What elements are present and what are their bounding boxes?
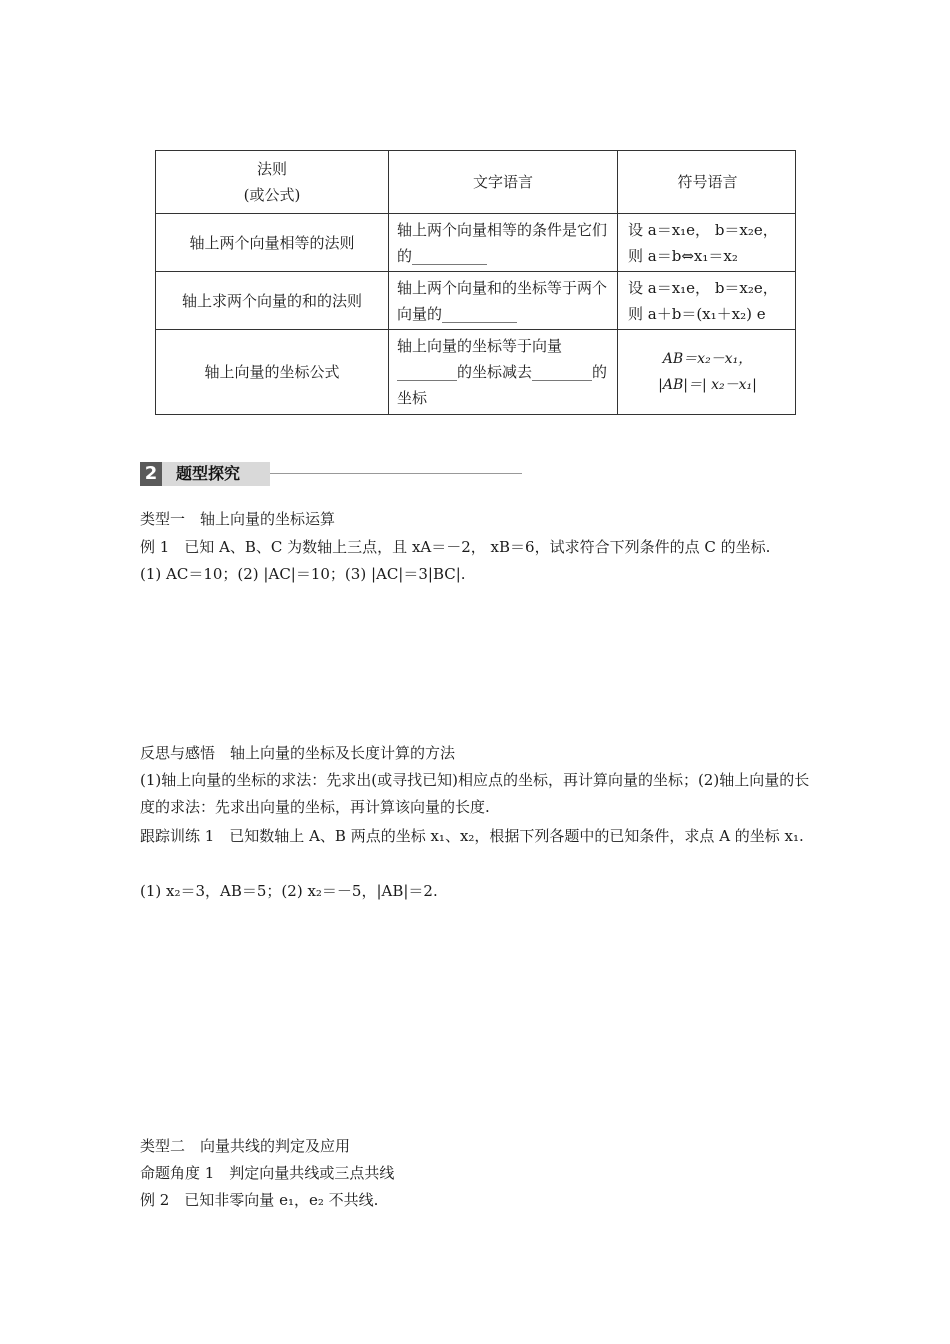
row3-rule: 轴上向量的坐标公式 (156, 330, 389, 415)
type1-heading: 类型一 轴上向量的坐标运算 (140, 510, 336, 528)
reflection-title: 反思与感悟 轴上向量的坐标及长度计算的方法 (140, 744, 456, 762)
training1-items: (1) x₂＝3，AB＝5；(2) x₂＝－5，|AB|＝2. (140, 882, 438, 900)
header-rule (156, 151, 389, 214)
header-rule-line1: 法则 (256, 160, 287, 178)
row2-rule: 轴上求两个向量的和的法则 (156, 272, 389, 330)
rules-table (155, 150, 796, 415)
row1-symbol (618, 214, 796, 272)
row2-symbol-line2: 则 a＋b＝(x₁＋x₂) e (628, 304, 766, 323)
row3-symbol-line2: |AB|＝| x₂－x₁| (658, 377, 757, 393)
row1-symbol-line2: 则 a＝b⇔x₁＝x₂ (628, 246, 738, 265)
row1-text: 轴上两个向量相等的条件是它们的__________ (389, 214, 618, 272)
section-title: 题型探究 (176, 464, 241, 483)
row1-rule: 轴上两个向量相等的法则 (156, 214, 389, 272)
row2-symbol-line1: 设 a＝x₁e， b＝x₂e， (628, 278, 778, 297)
row3-text: 轴上向量的坐标等于向量________的坐标减去________的坐标 (389, 330, 618, 415)
reflection-body: (1)轴上向量的坐标的求法：先求出(或寻找已知)相应点的坐标，再计算向量的坐标；(2)轴上向量的长度的求法：先求出向量的坐标，再计算该向量的长度. (140, 771, 810, 816)
row3-symbol-line1: AB＝x₂－x₁， (662, 351, 753, 367)
angle1-heading: 命题角度 1 判定向量共线或三点共线 (140, 1164, 395, 1182)
section-number: 2 (140, 462, 162, 486)
example2: 例 2 已知非零向量 e₁，e₂ 不共线. (140, 1191, 379, 1209)
type2-heading: 类型二 向量共线的判定及应用 (140, 1137, 351, 1155)
example1-items: (1) AC＝10；(2) |AC|＝10；(3) |AC|＝3|BC|. (140, 565, 466, 583)
header-symbol-language: 符号语言 (618, 151, 796, 214)
section-rule (270, 473, 522, 474)
row3-symbol (618, 330, 796, 415)
row2-text: 轴上两个向量和的坐标等于两个向量的__________ (389, 272, 618, 330)
example1: 例 1 已知 A、B、C 为数轴上三点，且 xA＝－2， xB＝6，试求符合下列条件的点 C 的坐标. (140, 538, 771, 556)
row2-symbol (618, 272, 796, 330)
training1: 跟踪训练 1 已知数轴上 A、B 两点的坐标 x₁、x₂，根据下列各题中的已知条件，求点 A 的坐标 x₁. (140, 827, 804, 845)
header-text-language: 文字语言 (389, 151, 618, 214)
header-rule-line2: (或公式) (243, 186, 301, 204)
row1-symbol-line1: 设 a＝x₁e， b＝x₂e， (628, 220, 778, 239)
